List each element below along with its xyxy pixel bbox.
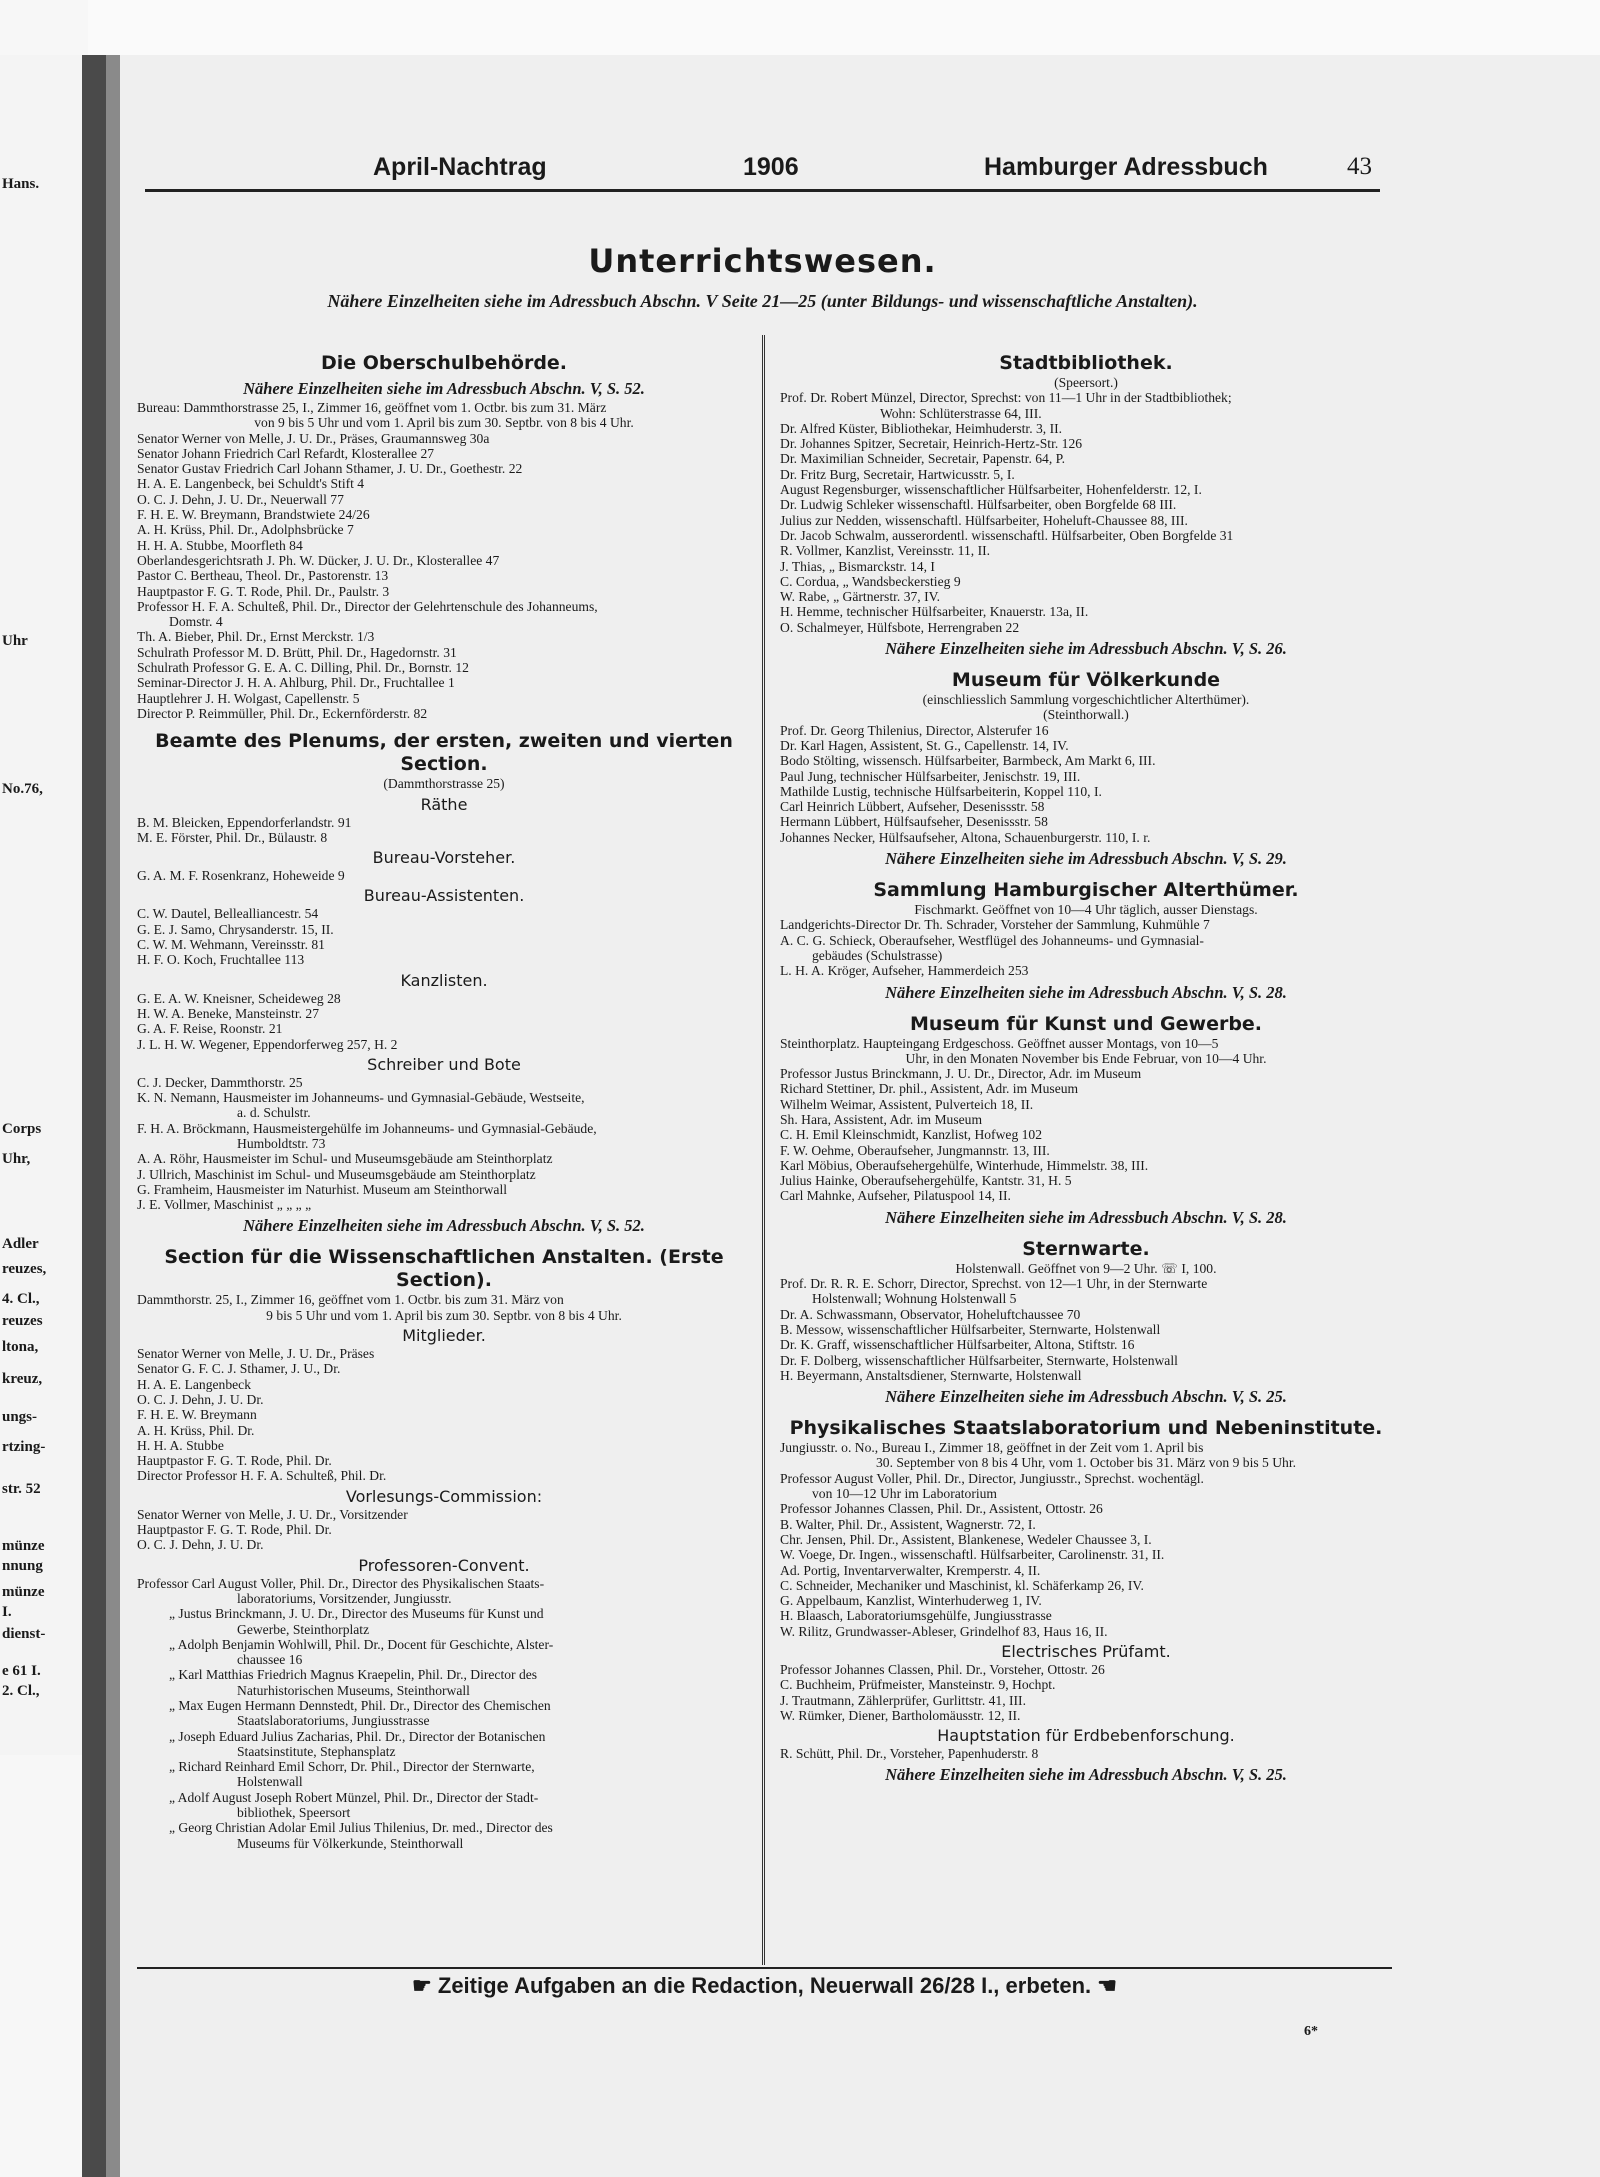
entry-line: G. Framheim, Hausmeister im Naturhist. Museum am Steinthorwall	[137, 1181, 507, 1197]
previous-page-text: münze	[2, 1538, 45, 1554]
entry-line: F. H. E. W. Breymann, Brandstwiete 24/26	[137, 507, 370, 523]
left-column	[137, 343, 751, 1851]
entry-line: C. W. Dautel, Bellealliancestr. 54	[137, 906, 319, 922]
entry-line: Carl Heinrich Lübbert, Aufseher, Desenissstr. 58	[780, 799, 1045, 815]
previous-page-text: Uhr	[2, 633, 28, 649]
entry-line: Dr. Jacob Schwalm, ausserordentl. wissenschaftl. Hülfsarbeiter, Oben Borgfelde 31	[780, 527, 1234, 543]
entry-line: W. Rümker, Diener, Bartholomäusstr. 12, II.	[780, 1707, 1021, 1723]
previous-page-text: 2. Cl.,	[2, 1683, 40, 1699]
section-heading: Beamte des Plenums, der ersten, zweiten und vierten Section.	[155, 730, 733, 776]
entry-line: Senator G. F. C. J. Sthamer, J. U., Dr.	[137, 1361, 341, 1377]
entry-line: Th. A. Bieber, Phil. Dr., Ernst Merckstr. 1/3	[137, 629, 375, 645]
entry-line: Dr. Ludwig Schleker wissenschaftl. Hülfsarbeiter, oben Borgfelde 68 III.	[780, 497, 1177, 513]
entry-continuation: „ Joseph Eduard Julius Zacharias, Phil. Dr., Director der Botanischen	[169, 1728, 546, 1744]
entry-line: Hauptpastor F. G. T. Rode, Phil. Dr.	[137, 1453, 332, 1469]
entry-line: H. A. E. Langenbeck, bei Schuldt's Stift 4	[137, 476, 365, 492]
entry-line: C. H. Emil Kleinschmidt, Kanzlist, Hofweg 102	[780, 1127, 1043, 1143]
cross-reference: Nähere Einzelheiten siehe im Adressbuch Abschn. V, S. 25.	[885, 1387, 1287, 1407]
previous-page-fragments	[0, 55, 82, 1755]
entry-line: Prof. Dr. R. R. E. Schorr, Director, Sprechst. von 12—1 Uhr, in der Sternwarte	[780, 1276, 1208, 1292]
entry-line: M. E. Förster, Phil. Dr., Bülaustr. 8	[137, 829, 328, 845]
entry-continuation: „ Adolf August Joseph Robert Münzel, Phil. Dr., Director der Stadt-	[169, 1789, 539, 1805]
entry-continuation: „ Max Eugen Hermann Dennstedt, Phil. Dr., Director des Chemischen	[169, 1698, 551, 1713]
entry-line: H. Hemme, technischer Hülfsarbeiter, Knauerstr. 13a, II.	[780, 604, 1089, 620]
entry-line: O. C. J. Dehn, J. U. Dr., Neuerwall 77	[137, 491, 344, 507]
entry-line: Prof. Dr. Robert Münzel, Director, Sprechst: von 11—1 Uhr in der Stadtbibliothek;	[780, 390, 1232, 406]
cross-reference: Nähere Einzelheiten siehe im Adressbuch Abschn. V, S. 52.	[243, 1216, 645, 1236]
signature-mark: 6*	[1304, 2024, 1318, 2039]
entry-continuation: Museums für Völkerkunde, Steinthorwall	[237, 1835, 464, 1851]
subsection-heading: Vorlesungs-Commission:	[345, 1486, 543, 1506]
section-heading: Sammlung Hamburgischer Alterthümer.	[873, 879, 1299, 902]
entry-line: C. W. M. Wehmann, Vereinsstr. 81	[137, 937, 325, 953]
entry-line: W. Rilitz, Grundwasser-Ableser, Grindelhof 83, Haus 16, II.	[780, 1623, 1108, 1639]
entry-line: Hauptlehrer J. H. Wolgast, Capellenstr. 5	[137, 690, 360, 706]
entry-line: Senator Johann Friedrich Carl Refardt, Klosterallee 27	[137, 445, 435, 461]
cross-reference: Nähere Einzelheiten siehe im Adressbuch Abschn. V, S. 52.	[243, 379, 645, 398]
entry-line: H. Blaasch, Laboratoriumsgehülfe, Jungiusstrasse	[780, 1608, 1052, 1624]
entry-line: O. C. J. Dehn, J. U. Dr.	[137, 1537, 264, 1553]
entry-line: A. C. G. Schieck, Oberaufseher, Westflügel des Johanneums- und Gymnasial-	[780, 932, 1204, 948]
section-heading: Museum für Völkerkunde	[951, 669, 1221, 692]
subsection-heading: Professoren-Convent.	[358, 1555, 530, 1575]
centered-line: (Dammthorstrasse 25)	[383, 776, 505, 792]
entry-line: H. Beyermann, Anstaltsdiener, Sternwarte, Holstenwall	[780, 1367, 1082, 1383]
pointing-hand-left-icon: ☚	[1097, 1973, 1117, 1998]
entry-line: Johannes Necker, Hülfsaufseher, Altona, Schauenburgerstr. 110, I. r.	[780, 829, 1151, 845]
entry-continuation: „ Richard Reinhard Emil Schorr, Dr. Phil., Director der Sternwarte,	[169, 1759, 535, 1775]
entry-line: Schulrath Professor G. E. A. C. Dilling, Phil. Dr., Bornstr. 12	[137, 660, 469, 676]
entry-continuation: chaussee 16	[237, 1652, 303, 1668]
entry-line: Schulrath Professor M. D. Brütt, Phil. Dr., Hagedornstr. 31	[137, 644, 457, 660]
entry-line: H. H. A. Stubbe	[137, 1437, 224, 1453]
entry-line: G. E. J. Samo, Chrysanderstr. 15, II.	[137, 921, 334, 937]
entry-continuation: Staatsinstitute, Stephansplatz	[237, 1743, 396, 1759]
subsection-heading: Hauptstation für Erdbebenforschung.	[937, 1726, 1235, 1746]
entry-line: O. Schalmeyer, Hülfsbote, Herrengraben 22	[780, 619, 1020, 635]
header-book-title: Hamburger Adressbuch	[984, 153, 1268, 181]
entry-line: Professor Johannes Classen, Phil. Dr., Vorsteher, Ottostr. 26	[780, 1662, 1105, 1677]
entry-line: O. C. J. Dehn, J. U. Dr.	[137, 1391, 264, 1407]
entry-line: Hauptpastor F. G. T. Rode, Phil. Dr., Paulstr. 3	[137, 583, 390, 599]
section-heading: Sternwarte.	[1022, 1237, 1150, 1260]
entry-continuation: „ Karl Matthias Friedrich Magnus Kraepelin, Phil. Dr., Director des	[169, 1667, 538, 1683]
entry-line: W. Voege, Dr. Ingen., wissenschaftl. Hülfsarbeiter, Carolinenstr. 31, II.	[780, 1547, 1165, 1563]
entry-line: W. Rabe, „ Gärtnerstr. 37, IV.	[780, 589, 941, 605]
entry-line: H. F. O. Koch, Fruchtallee 113	[137, 952, 305, 968]
entry-line: K. N. Nemann, Hausmeister im Johanneums- und Gymnasial-Gebäude, Westseite,	[137, 1090, 585, 1106]
entry-continuation: gebäudes (Schulstrasse)	[812, 947, 943, 963]
entry-line: Prof. Dr. Georg Thilenius, Director, Alsterufer 16	[780, 722, 1049, 738]
entry-line: Senator Werner von Melle, J. U. Dr., Vorsitzender	[137, 1506, 408, 1522]
entry-line: A. H. Krüss, Phil. Dr.	[137, 1422, 255, 1438]
entry-line: H. A. E. Langenbeck	[137, 1376, 251, 1392]
centered-line: (einschliesslich Sammlung vorgeschichtlicher Alterthümer).	[922, 692, 1250, 708]
entry-line: Pastor C. Bertheau, Theol. Dr., Pastorenstr. 13	[137, 568, 389, 584]
entry-line: Seminar-Director J. H. A. Ahlburg, Phil. Dr., Fruchtallee 1	[137, 675, 455, 691]
entry-line: J. E. Vollmer, Maschinist „ „ „ „	[137, 1197, 312, 1213]
entry-line: Julius Hainke, Oberaufsehergehülfe, Kantstr. 31, H. 5	[780, 1173, 1072, 1189]
entry-continuation: Staatslaboratoriums, Jungiusstrasse	[237, 1713, 430, 1729]
entry-line: Hermann Lübbert, Hülfsaufseher, Desenissstr. 58	[780, 814, 1048, 830]
entry-line: Senator Gustav Friedrich Carl Johann Sthamer, J. U. Dr., Goethestr. 22	[137, 461, 523, 477]
cross-reference: Nähere Einzelheiten siehe im Adressbuch Abschn. V, S. 25.	[885, 1765, 1287, 1785]
previous-page-text: Corps	[2, 1121, 42, 1137]
entry-line: Director P. Reimmüller, Phil. Dr., Eckernförderstr. 82	[137, 705, 428, 721]
entry-line: Julius zur Nedden, wissenschaftl. Hülfsarbeiter, Hoheluft-Chaussee 88, III.	[780, 512, 1188, 528]
entry-continuation: Holstenwall; Wohnung Holstenwall 5	[812, 1291, 1017, 1307]
header-page-number: 43	[1347, 153, 1372, 180]
previous-page-text: Uhr,	[2, 1151, 31, 1167]
cross-reference: Nähere Einzelheiten siehe im Adressbuch Abschn. V, S. 29.	[885, 849, 1287, 869]
entry-line: C. Schneider, Mechaniker und Maschinist, kl. Schäferkamp 26, IV.	[780, 1577, 1144, 1593]
entry-line: Ad. Portig, Inventarverwalter, Kremperstr. 4, II.	[780, 1562, 1041, 1578]
subsection-heading: Räthe	[420, 794, 468, 814]
page-subtitle: Nähere Einzelheiten siehe im Adressbuch Abschn. V Seite 21—25 (unter Bildungs- und wissenschaftliche Anstalten).	[327, 291, 1198, 311]
entry-line: Director Professor H. F. A. Schulteß, Phil. Dr.	[137, 1468, 387, 1484]
column-divider	[762, 335, 765, 1965]
entry-line: A. A. Röhr, Hausmeister im Schul- und Museumsgebäude am Steinthorplatz	[137, 1151, 553, 1167]
section-heading: Die Oberschulbehörde.	[320, 352, 568, 374]
entry-continuation: Domstr. 4	[169, 614, 223, 630]
subsection-heading: Mitglieder.	[402, 1326, 486, 1346]
entry-line: Professor Justus Brinckmann, J. U. Dr., Director, Adr. im Museum	[780, 1066, 1142, 1082]
entry-line: Dr. K. Graff, wissenschaftlicher Hülfsarbeiter, Altona, Stiftstr. 16	[780, 1337, 1135, 1353]
entry-line: G. A. M. F. Rosenkranz, Hoheweide 9	[137, 868, 345, 884]
entry-line: Professor Johannes Classen, Phil. Dr., Assistent, Ottostr. 26	[780, 1501, 1103, 1517]
entry-line: Wilhelm Weimar, Assistent, Pulverteich 18, II.	[780, 1096, 1034, 1112]
entry-line: F. H. E. W. Breymann	[137, 1407, 257, 1423]
previous-page-text: nnung	[2, 1558, 43, 1574]
previous-page-text: e 61 I.	[2, 1663, 41, 1679]
entry-line: H. W. A. Beneke, Mansteinstr. 27	[137, 1005, 319, 1021]
centered-line: Fischmarkt. Geöffnet von 10—4 Uhr täglich, ausser Dienstags.	[914, 902, 1258, 918]
entry-line: Dr. Fritz Burg, Secretair, Hartwicusstr. 5, I.	[780, 466, 1015, 482]
entry-line: Hauptpastor F. G. T. Rode, Phil. Dr.	[137, 1522, 332, 1538]
entry-line: Richard Stettiner, Dr. phil., Assistent, Adr. im Museum	[780, 1081, 1079, 1097]
entry-line: August Regensburger, wissenschaftlicher Hülfsarbeiter, Hohenfelderstr. 12, I.	[780, 482, 1202, 498]
entry-line: Karl Möbius, Oberaufsehergehülfe, Winterhude, Himmelstr. 38, III.	[780, 1157, 1149, 1173]
entry-line: J. Ullrich, Maschinist im Schul- und Museumsgebäude am Steinthorplatz	[137, 1166, 536, 1182]
entry-line: C. Cordua, „ Wandsbeckerstieg 9	[780, 573, 961, 589]
entry-line: Jungiusstr. o. No., Bureau I., Zimmer 18, geöffnet in der Zeit vom 1. April bis	[780, 1440, 1204, 1456]
entry-line: Professor Carl August Voller, Phil. Dr., Director des Physikalischen Staats-	[137, 1575, 545, 1591]
header-year: 1906	[743, 153, 799, 181]
previous-page-text: kreuz,	[2, 1371, 43, 1387]
entry-continuation: bibliothek, Speersort	[237, 1805, 351, 1821]
entry-continuation: Gewerbe, Steinthorplatz	[237, 1621, 370, 1637]
entry-line: L. H. A. Kröger, Aufseher, Hammerdeich 253	[780, 963, 1029, 979]
previous-page-text: 4. Cl.,	[2, 1291, 40, 1307]
entry-line: J. Thias, „ Bismarckstr. 14, I	[780, 558, 935, 574]
entry-line: G. Appelbaum, Kanzlist, Winterhuderweg 1, IV.	[780, 1593, 1042, 1609]
section-heading: Physikalisches Staatslaboratorium und Nebeninstitute.	[789, 1417, 1383, 1440]
subsection-heading: Electrisches Prüfamt.	[1001, 1642, 1171, 1661]
right-column	[780, 343, 1392, 1786]
entry-line: Professor H. F. A. Schulteß, Phil. Dr., Director der Gelehrtenschule des Johanneums,	[137, 598, 598, 614]
entry-line: Dr. Maximilian Schneider, Secretair, Papenstr. 64, P.	[780, 451, 1066, 467]
entry-line: Senator Werner von Melle, J. U. Dr., Präses	[137, 1346, 375, 1362]
previous-page-text: No.76,	[2, 781, 43, 797]
page-title: Unterrichtswesen.	[588, 242, 937, 280]
entry-continuation: „ Justus Brinckmann, J. U. Dr., Director des Museums für Kunst und	[169, 1606, 544, 1622]
footer-notice	[137, 1973, 1392, 1999]
section-heading: Museum für Kunst und Gewerbe.	[909, 1012, 1263, 1035]
entry-continuation: a. d. Schulstr.	[237, 1105, 311, 1121]
centered-line: von 9 bis 5 Uhr und vom 1. April bis zum 30. Septbr. von 8 bis 4 Uhr.	[254, 415, 634, 431]
entry-continuation: „ Adolph Benjamin Wohlwill, Phil. Dr., Docent für Geschichte, Alster-	[169, 1636, 554, 1652]
centered-line: Uhr, in den Monaten November bis Ende Februar, von 10—4 Uhr.	[905, 1050, 1267, 1066]
entry-line: R. Schütt, Phil. Dr., Vorsteher, Papenhuderstr. 8	[780, 1746, 1039, 1762]
previous-page-text: dienst-	[2, 1626, 46, 1642]
entry-line: Dr. Alfred Küster, Bibliothekar, Heimhuderstr. 3, II.	[780, 420, 1063, 436]
centered-line: Holstenwall. Geöffnet von 9—2 Uhr. ☏ I, 100.	[955, 1260, 1217, 1276]
header-edition: April-Nachtrag	[373, 153, 547, 181]
entry-continuation: „ Georg Christian Adolar Emil Julius Thilenius, Dr. med., Director des	[169, 1820, 553, 1836]
pointing-hand-right-icon: ☛	[412, 1973, 432, 1998]
entry-line: Steinthorplatz. Haupteingang Erdgeschoss. Geöffnet ausser Montags, von 10—5	[780, 1035, 1219, 1051]
entry-line: Landgerichts-Director Dr. Th. Schrader, Vorsteher der Sammlung, Kuhmühle 7	[780, 917, 1210, 933]
entry-line: R. Vollmer, Kanzlist, Vereinsstr. 11, II.	[780, 543, 991, 559]
entry-line: Sh. Hara, Assistent, Adr. im Museum	[780, 1111, 983, 1127]
previous-page-text: münze	[2, 1584, 45, 1600]
previous-page-text: Adler	[2, 1236, 39, 1252]
cross-reference: Nähere Einzelheiten siehe im Adressbuch Abschn. V, S. 28.	[885, 1207, 1287, 1227]
previous-page-text: I.	[2, 1604, 12, 1620]
subsection-heading: Bureau-Assistenten.	[363, 886, 525, 906]
book-gutter-edge	[106, 55, 120, 2177]
entry-continuation: von 10—12 Uhr im Laboratorium	[812, 1486, 997, 1502]
entry-line: C. Buchheim, Prüfmeister, Mansteinstr. 9, Hochpt.	[780, 1677, 1056, 1693]
entry-line: J. Trautmann, Zählerprüfer, Gurlittstr. 41, III.	[780, 1692, 1026, 1708]
entry-line: H. H. A. Stubbe, Moorfleth 84	[137, 537, 303, 553]
previous-page-text: reuzes	[2, 1313, 43, 1329]
entry-continuation: Wohn: Schlüterstrasse 64, III.	[880, 405, 1042, 421]
entry-line: Dr. Johannes Spitzer, Secretair, Heinrich-Hertz-Str. 126	[780, 436, 1083, 452]
previous-page-text: ungs-	[2, 1409, 38, 1425]
previous-page-text: reuzes,	[2, 1261, 47, 1277]
entry-line: Mathilde Lustig, technische Hülfsarbeiterin, Koppel 110, I.	[780, 783, 1102, 799]
previous-page-text: rtzing-	[2, 1439, 46, 1455]
entry-line: Dr. A. Schwassmann, Observator, Hoheluftchaussee 70	[780, 1306, 1081, 1322]
subsection-heading: Schreiber und Bote	[367, 1054, 521, 1074]
entry-line: C. J. Decker, Dammthorstr. 25	[137, 1074, 303, 1090]
entry-line: Oberlandesgerichtsrath J. Ph. W. Dücker, J. U. Dr., Klosterallee 47	[137, 552, 500, 568]
entry-line: G. A. F. Reise, Roonstr. 21	[137, 1021, 283, 1037]
entry-line: B. Messow, wissenschaftlicher Hülfsarbeiter, Sternwarte, Holstenwall	[780, 1321, 1161, 1337]
entry-line: Bureau: Dammthorstrasse 25, I., Zimmer 16, geöffnet vom 1. Octbr. bis zum 31. März	[137, 400, 607, 415]
previous-page-text: Hans.	[2, 176, 40, 192]
centered-line: 9 bis 5 Uhr und vom 1. April bis zum 30. Septbr. von 8 bis 4 Uhr.	[266, 1307, 622, 1323]
centered-line: 30. September von 8 bis 4 Uhr, vom 1. October bis 31. März von 9 bis 5 Uhr.	[875, 1455, 1297, 1471]
previous-page-text: str. 52	[2, 1481, 41, 1497]
subsection-heading: Kanzlisten.	[400, 970, 488, 990]
subsection-heading: Bureau-Vorsteher.	[372, 848, 516, 868]
entry-line: Dr. F. Dolberg, wissenschaftlicher Hülfsarbeiter, Sternwarte, Holstenwall	[780, 1352, 1178, 1368]
centered-line: (Steinthorwall.)	[1043, 707, 1129, 723]
footer-text: Zeitige Aufgaben an die Redaction, Neuerwall 26/28 I., erbeten.	[437, 1973, 1092, 1998]
entry-continuation: Holstenwall	[237, 1774, 303, 1790]
entry-line: B. M. Bleicken, Eppendorferlandstr. 91	[137, 814, 352, 830]
cross-reference: Nähere Einzelheiten siehe im Adressbuch Abschn. V, S. 28.	[885, 982, 1287, 1002]
header-rule	[145, 189, 1380, 192]
cross-reference: Nähere Einzelheiten siehe im Adressbuch Abschn. V, S. 26.	[885, 639, 1287, 659]
entry-line: Dammthorstr. 25, I., Zimmer 16, geöffnet vom 1. Octbr. bis zum 31. März von	[137, 1292, 564, 1308]
entry-continuation: Naturhistorischen Museums, Steinthorwall	[237, 1682, 470, 1698]
entry-continuation: Humboldtstr. 73	[237, 1135, 326, 1151]
entry-line: F. W. Oehme, Oberaufseher, Jungmannstr. 13, III.	[780, 1142, 1050, 1158]
section-heading: Section für die Wissenschaftlichen Anstalten. (Erste Section).	[164, 1246, 724, 1292]
book-gutter-shadow	[82, 55, 106, 2177]
centered-line: (Speersort.)	[1054, 375, 1118, 390]
entry-line: A. H. Krüss, Phil. Dr., Adolphsbrücke 7	[137, 522, 354, 538]
entry-line: J. L. H. W. Wegener, Eppendorferweg 257, H. 2	[137, 1036, 398, 1052]
entry-line: Bodo Stölting, wissensch. Hülfsarbeiter, Barmbeck, Am Markt 6, III.	[780, 753, 1156, 769]
entry-line: Paul Jung, technischer Hülfsarbeiter, Jenischstr. 19, III.	[780, 768, 1081, 784]
entry-line: Professor August Voller, Phil. Dr., Director, Jungiusstr., Sprechst. wochentägl.	[780, 1470, 1204, 1486]
entry-line: Senator Werner von Melle, J. U. Dr., Präses, Graumannsweg 30a	[137, 430, 490, 446]
entry-continuation: laboratoriums, Vorsitzender, Jungiusstr.	[237, 1590, 452, 1606]
previous-page-text: ltona,	[2, 1339, 39, 1355]
entry-line: G. E. A. W. Kneisner, Scheideweg 28	[137, 990, 341, 1006]
entry-line: B. Walter, Phil. Dr., Assistent, Wagnerstr. 72, I.	[780, 1516, 1036, 1532]
entry-line: F. H. A. Bröckmann, Hausmeistergehülfe im Johanneums- und Gymnasial-Gebäude,	[137, 1120, 597, 1136]
entry-line: Chr. Jensen, Phil. Dr., Assistent, Blankenese, Wedeler Chaussee 3, I.	[780, 1531, 1152, 1547]
section-heading: Stadtbibliothek.	[999, 352, 1173, 374]
entry-line: Dr. Karl Hagen, Assistent, St. G., Capellenstr. 14, IV.	[780, 737, 1069, 753]
entry-line: Carl Mahnke, Aufseher, Pilatuspool 14, II.	[780, 1188, 1011, 1204]
footer-rule	[137, 1967, 1392, 1969]
